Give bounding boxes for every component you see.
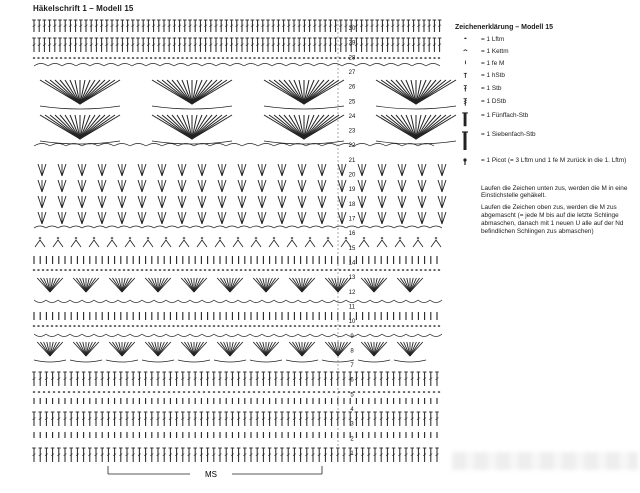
- legend-item-label: = 1 Picot (= 3 Lftm und 1 fe M zurück in die 1. Lftm): [481, 156, 627, 164]
- row-number-label: 25: [348, 99, 356, 106]
- legend-item-label: = 1 hStb: [481, 71, 505, 79]
- legend-item-label: = 1 Siebenfach-Stb: [481, 130, 536, 138]
- legend-item: [455, 36, 637, 48]
- slip-stitch-icon: [455, 48, 477, 60]
- treble-icon: [455, 98, 477, 112]
- legend-note-top: Laufen die Zeichen oben zus, werden die M zus abgemascht (= jede M bis auf die letzte Schlinge abmaschen, danach mit 1 neuen U alle auf der Nd befindlichen Schlingen zus abmaschen): [481, 204, 624, 235]
- legend-item: [455, 157, 637, 181]
- row-number-label: 24: [348, 113, 356, 120]
- row-number-label: 14: [348, 260, 356, 267]
- row-number-label: 23: [348, 128, 356, 135]
- row-number-label: 9: [350, 333, 354, 340]
- diagram-title: Häkelschrift 1 – Modell 15: [33, 4, 134, 13]
- row-number-label: 10: [348, 319, 356, 326]
- legend-item: [455, 72, 637, 85]
- row-number-label: 8: [350, 348, 354, 355]
- row-number-label: 13: [348, 275, 356, 282]
- row-number-label: 5: [350, 392, 354, 399]
- legend-item: [455, 131, 637, 157]
- single-crochet-icon: [455, 60, 477, 72]
- row-number-label: 4: [350, 407, 354, 414]
- septuple-icon: [455, 131, 477, 157]
- legend-item-label: = 1 Stb: [481, 84, 502, 92]
- row-number-label: 3: [350, 421, 354, 428]
- legend-item-label: = 1 DStb: [481, 97, 507, 105]
- legend-item: [455, 98, 637, 112]
- stitch-grid: [32, 20, 456, 462]
- legend-item-label: = 1 Kettm: [481, 47, 509, 55]
- legend-item: [455, 48, 637, 60]
- row-number-label: 6: [350, 377, 354, 384]
- row-number-label: 7: [350, 363, 354, 370]
- blurred-watermark: [452, 452, 638, 470]
- picot-icon: [455, 157, 477, 181]
- row-number-label: 18: [348, 201, 356, 208]
- row-number-label: 30: [348, 26, 356, 32]
- legend-item: [455, 112, 637, 131]
- row-number-label: 28: [348, 55, 356, 62]
- legend-item-label: = 1 Fünffach-Stb: [481, 111, 529, 119]
- legend: [455, 24, 637, 235]
- double-icon: [455, 85, 477, 98]
- base-repeat-bracket: [108, 466, 322, 479]
- legend-item: [455, 60, 637, 72]
- row-number-label: 19: [348, 187, 356, 194]
- row-number-label: 16: [348, 231, 356, 238]
- chain-icon: [455, 36, 477, 48]
- legend-item: [455, 85, 637, 98]
- row-number-label: 11: [348, 304, 356, 311]
- row-number-label: 15: [348, 245, 356, 252]
- half-double-icon: [455, 72, 477, 85]
- legend-item-label: = 1 Lftm: [481, 35, 505, 43]
- quintuple-icon: [455, 112, 477, 131]
- row-number-label: 12: [348, 289, 356, 296]
- legend-note-bottom: Laufen die Zeichen unten zus, werden die M in eine Einstichstelle gehäkelt.: [481, 184, 628, 200]
- row-number-label: 26: [348, 84, 356, 91]
- row-number-label: 29: [348, 40, 356, 47]
- row-number-label: 2: [350, 436, 354, 443]
- legend-title: Zeichenerklärung – Modell 15: [455, 24, 554, 31]
- row-number-label: 22: [348, 143, 356, 150]
- ms-label: MS: [205, 470, 217, 479]
- legend-item-label: = 1 fe M: [481, 59, 505, 67]
- row-number-label: 27: [348, 69, 356, 76]
- row-number-label: 20: [348, 172, 356, 179]
- row-number-label: 17: [348, 216, 356, 223]
- row-number-label: 21: [348, 157, 356, 164]
- row-number-label: 1: [350, 451, 354, 457]
